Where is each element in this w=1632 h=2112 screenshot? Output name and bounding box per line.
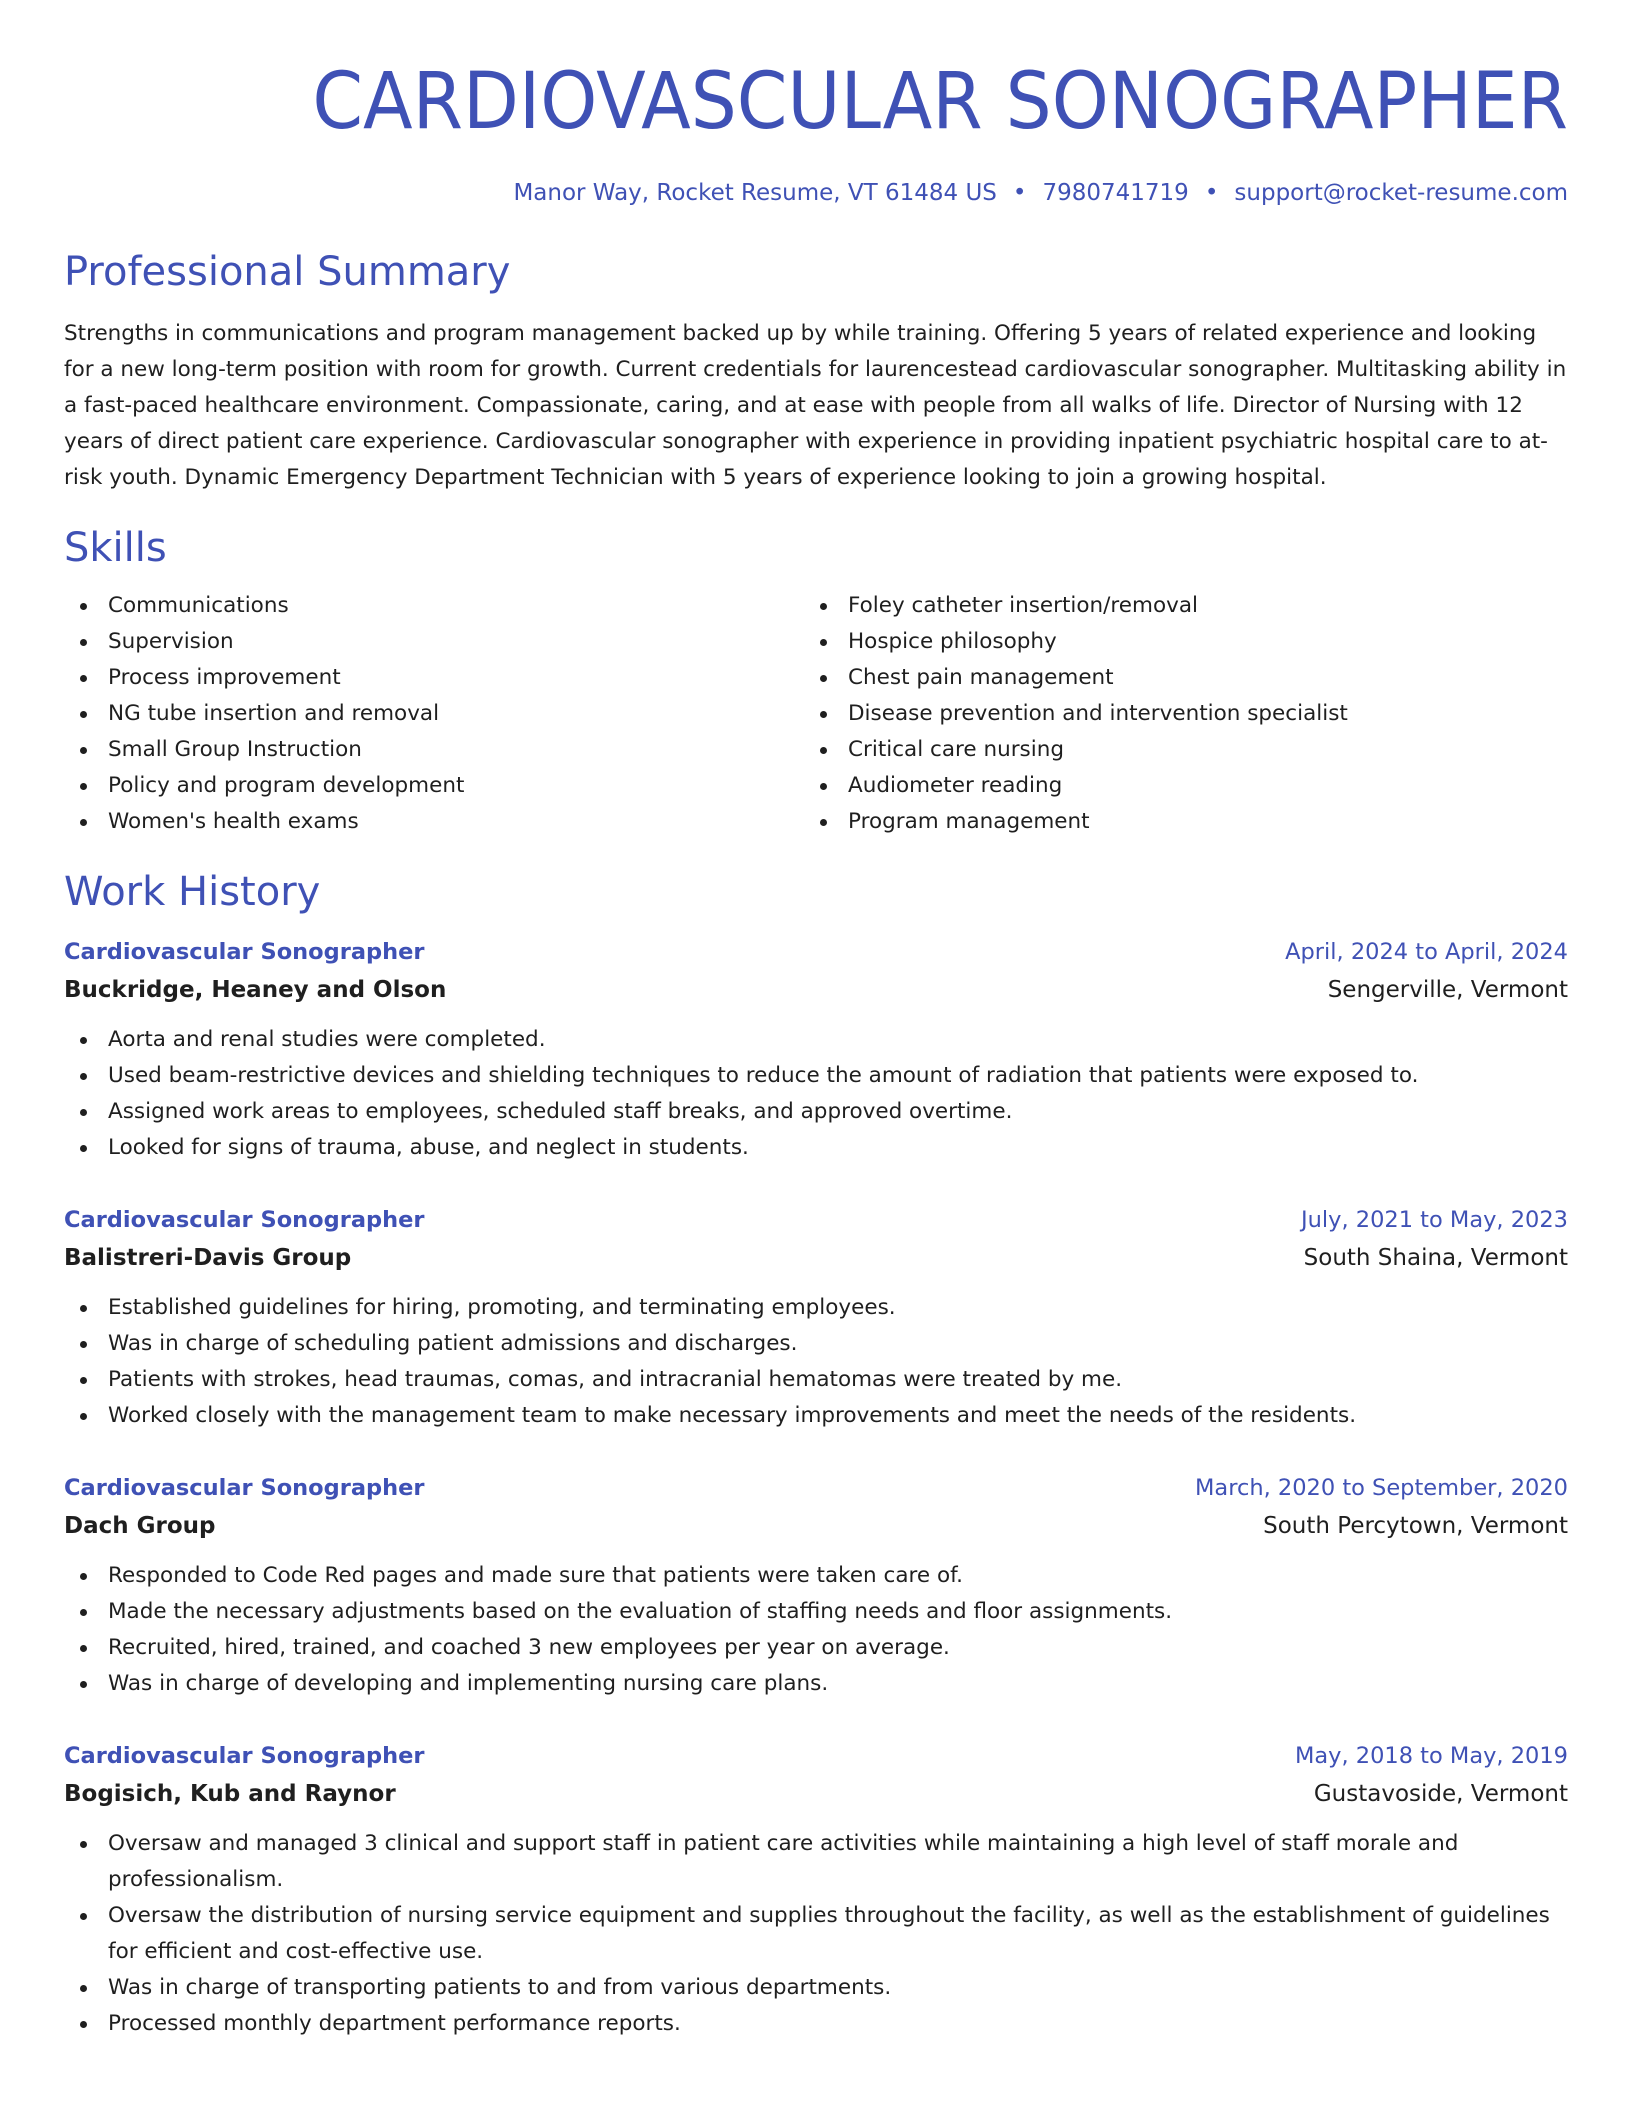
job-title-row xyxy=(64,1738,1568,1774)
resume-header xyxy=(64,57,1568,206)
job-title-row xyxy=(64,1202,1568,1238)
summary-paragraph: Strengths in communications and program management backed up by while training. Offering 5 years of related experience and looking for a new long-term position with room for growth. Current credentials for laurencestead cardiovascular sonographer. Multitasking ability in a fast-paced healthcare environment. Compassionate, caring, and at ease with people from all walks of life. Director of Nursing with 12 years of direct patient care experience. Cardiovascular sonographer with experience in providing inpatient psychiatric hospital care to at-risk youth. Dynamic Emergency Department Technician with 5 years of experience looking to join a growing hospital. xyxy=(64,320,1567,490)
job-bullet: Aorta and renal studies were completed. xyxy=(64,1022,1568,1058)
skill-item: Women's health exams xyxy=(64,804,804,840)
summary-section xyxy=(64,248,1568,496)
job-bullet: Was in charge of transporting patients to and from various departments. xyxy=(64,1970,1568,2006)
job-bullets xyxy=(64,1558,1568,1702)
job-bullet: Oversaw and managed 3 clinical and support staff in patient care activities while maintaining a high level of staff morale and professionalism. xyxy=(64,1826,1568,1898)
job-title: Cardiovascular Sonographer xyxy=(64,1742,425,1769)
job-bullet: Recruited, hired, trained, and coached 3 new employees per year on average. xyxy=(64,1630,1568,1666)
contact-email: support@rocket-resume.com xyxy=(1234,179,1568,206)
skill-item: Chest pain management xyxy=(804,660,1544,696)
skills-list-right xyxy=(804,588,1544,840)
skill-item: Foley catheter insertion/removal xyxy=(804,588,1544,624)
skills-columns xyxy=(64,588,1568,840)
job-dates: May, 2018 to May, 2019 xyxy=(1294,1742,1568,1769)
job-bullet: Processed monthly department performance reports. xyxy=(64,2006,1568,2042)
job-bullet: Was in charge of developing and implementing nursing care plans. xyxy=(64,1666,1568,1702)
job-dates: March, 2020 to September, 2020 xyxy=(1195,1474,1568,1501)
job-title-row xyxy=(64,934,1568,970)
job-bullet: Made the necessary adjustments based on the evaluation of staffing needs and floor assignments. xyxy=(64,1594,1568,1630)
skill-item: Program management xyxy=(804,804,1544,840)
work-history-section xyxy=(64,868,1568,2042)
job-company-row xyxy=(64,1774,1568,1814)
job-company: Dach Group xyxy=(64,1512,216,1539)
job-bullet: Was in charge of scheduling patient admissions and discharges. xyxy=(64,1326,1568,1362)
skill-item: Hospice philosophy xyxy=(804,624,1544,660)
job-company-row xyxy=(64,970,1568,1010)
skill-item: Audiometer reading xyxy=(804,768,1544,804)
skill-item: Communications xyxy=(64,588,804,624)
candidate-title: CARDIOVASCULAR SONOGRAPHER xyxy=(312,57,1568,147)
job-bullets xyxy=(64,1826,1568,2042)
job-location: South Shaina, Vermont xyxy=(1303,1244,1568,1271)
job-bullets xyxy=(64,1290,1568,1434)
skill-item: Supervision xyxy=(64,624,804,660)
contact-line xyxy=(64,180,1568,206)
skills-list-left xyxy=(64,588,804,840)
job-company-row xyxy=(64,1238,1568,1278)
job-location: South Percytown, Vermont xyxy=(1263,1512,1568,1539)
skills-section xyxy=(64,524,1568,840)
job-bullet: Assigned work areas to employees, scheduled staff breaks, and approved overtime. xyxy=(64,1094,1568,1130)
job-bullet: Used beam-restrictive devices and shielding techniques to reduce the amount of radiation that patients were exposed to. xyxy=(64,1058,1568,1094)
job-title: Cardiovascular Sonographer xyxy=(64,1206,425,1233)
skill-item: Disease prevention and intervention specialist xyxy=(804,696,1544,732)
job-bullet: Worked closely with the management team to make necessary improvements and meet the needs of the residents. xyxy=(64,1398,1568,1434)
job-company: Buckridge, Heaney and Olson xyxy=(64,976,447,1003)
job-title: Cardiovascular Sonographer xyxy=(64,1474,425,1501)
skill-item: Process improvement xyxy=(64,660,804,696)
skill-item: NG tube insertion and removal xyxy=(64,696,804,732)
contact-address: Manor Way, Rocket Resume, VT 61484 US xyxy=(513,179,997,206)
job-company-row xyxy=(64,1506,1568,1546)
job-entry xyxy=(64,1202,1568,1434)
summary-heading: Professional Summary xyxy=(64,248,511,295)
contact-phone: 7980741719 xyxy=(1042,179,1189,206)
contact-separator: • xyxy=(1012,179,1027,206)
job-entry xyxy=(64,1470,1568,1702)
job-company: Balistreri-Davis Group xyxy=(64,1244,352,1271)
job-bullet: Responded to Code Red pages and made sure that patients were taken care of. xyxy=(64,1558,1568,1594)
job-bullet: Established guidelines for hiring, promoting, and terminating employees. xyxy=(64,1290,1568,1326)
work-history-heading: Work History xyxy=(64,868,321,915)
job-bullets xyxy=(64,1022,1568,1166)
job-bullet: Patients with strokes, head traumas, comas, and intracranial hematomas were treated by me. xyxy=(64,1362,1568,1398)
skill-item: Critical care nursing xyxy=(804,732,1544,768)
job-location: Sengerville, Vermont xyxy=(1327,976,1568,1003)
job-title: Cardiovascular Sonographer xyxy=(64,938,425,965)
skills-heading: Skills xyxy=(64,524,167,571)
job-entry xyxy=(64,934,1568,1166)
job-bullet: Oversaw the distribution of nursing service equipment and supplies throughout the facility, as well as the establishment of guidelines for efficient and cost-effective use. xyxy=(64,1898,1568,1970)
job-bullet: Looked for signs of trauma, abuse, and neglect in students. xyxy=(64,1130,1568,1166)
job-dates: April, 2024 to April, 2024 xyxy=(1285,938,1568,965)
skill-item: Policy and program development xyxy=(64,768,804,804)
job-location: Gustavoside, Vermont xyxy=(1313,1780,1568,1807)
job-entry xyxy=(64,1738,1568,2042)
job-dates: July, 2021 to May, 2023 xyxy=(1300,1206,1568,1233)
contact-separator: • xyxy=(1204,179,1219,206)
skill-item: Small Group Instruction xyxy=(64,732,804,768)
job-title-row xyxy=(64,1470,1568,1506)
job-company: Bogisich, Kub and Raynor xyxy=(64,1780,396,1807)
